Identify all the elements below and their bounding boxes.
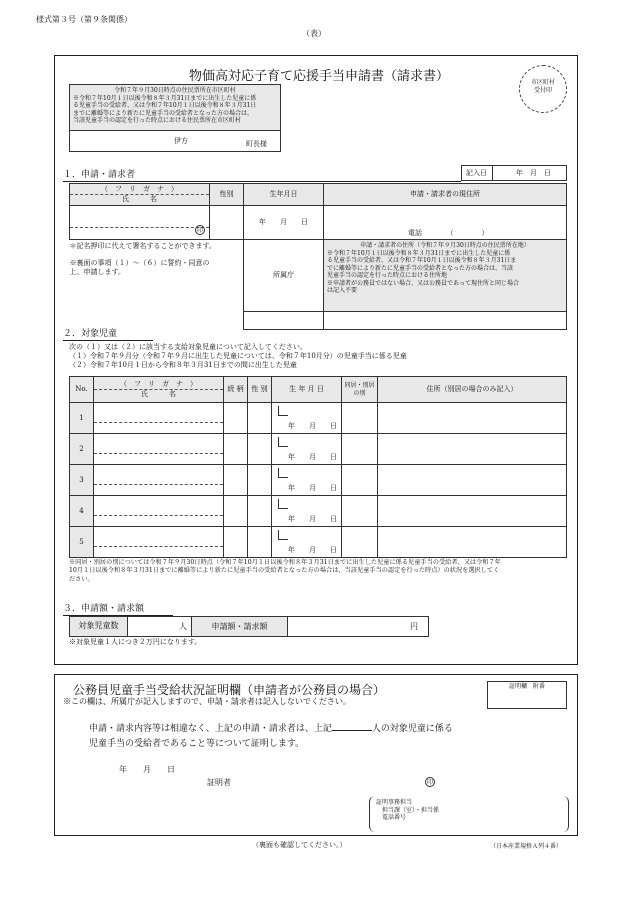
- child-name-field[interactable]: [94, 403, 224, 434]
- resnote-line: る児童手当の受給者、又は令和７年10月１日以後令和８年３月31日ま: [327, 257, 517, 264]
- child-sex-field[interactable]: [248, 465, 272, 496]
- certification-section: [54, 674, 578, 836]
- child-address-header: 住所（別居の場合のみ記入）: [378, 377, 567, 403]
- contact-line: 担当課（室）・担当係: [382, 806, 440, 814]
- child-name-header: 氏 名: [141, 390, 176, 398]
- cohabit-field[interactable]: [342, 403, 378, 434]
- resnote-line: 児童手当の認定を行った時点における住所地: [327, 272, 448, 279]
- amount-table: [69, 616, 429, 637]
- applicant-table: [69, 183, 567, 330]
- addressee-line: 令和７年９月30日時点の住民票所在市区町村: [114, 87, 236, 94]
- amount-unit: 円: [410, 621, 418, 631]
- child-birth-value: 年 月 日: [288, 546, 337, 555]
- relation-field[interactable]: [224, 465, 248, 496]
- row-number: 5: [70, 527, 94, 558]
- footnote-line: 10月１日以後令和８年３月31日までに離婚等により新たに児童手当の受給者となった方の場合は、当該児童手当の認定を行った時点）の状況を選択してく: [69, 567, 500, 575]
- resnote-line: は記入不要: [327, 287, 358, 294]
- signature-note: ＊記名押印に代えて署名することができます。: [69, 242, 216, 250]
- certifier-label: 証明者: [207, 778, 231, 787]
- child-birth-value: 年 月 日: [288, 484, 337, 493]
- amount-field[interactable]: [288, 617, 429, 637]
- cohabit-footnote: [69, 559, 569, 584]
- contact-line: 証明事務担当: [376, 799, 413, 806]
- pledge-note-1: ※裏面の事項（１）〜（６）に誓約・同意の: [69, 258, 210, 267]
- footnote-line: ※同居・別居の別については令和７年９月30日時点（令和７年10月１日以後令和８年３月31日までに出生した児童に係る児童手当の受給者、又は令和７年: [69, 559, 501, 566]
- child-birth-value: 年 月 日: [288, 515, 337, 524]
- cert-body-line2: 児童手当の受給者であること等について証明します。: [89, 739, 305, 749]
- cert-body-line1: [89, 722, 453, 736]
- relation-field[interactable]: [224, 403, 248, 434]
- no-header: No.: [70, 377, 94, 403]
- cohabit-field[interactable]: [342, 434, 378, 465]
- entry-date[interactable]: [461, 165, 567, 181]
- cert-number-field[interactable]: [487, 681, 567, 709]
- child-birth-field[interactable]: [272, 496, 342, 527]
- child-name-field[interactable]: [94, 465, 224, 496]
- child-birth-field[interactable]: [272, 527, 342, 558]
- resnote-line: ※申請者が公務員ではない場合、又は公務員であって現住所と同じ場合: [327, 279, 519, 287]
- section2-intro: [69, 343, 407, 369]
- mayor-suffix: 町長様: [246, 140, 267, 148]
- reception-stamp: [519, 65, 567, 113]
- cohabit-header-1: 同居・別居: [344, 382, 375, 389]
- row-number: 2: [70, 434, 94, 465]
- resnote-line: ※令和７年10月１日以後令和８年３月31日までに出生した児童に係: [327, 249, 511, 257]
- amount-note: ※対象児童１人につき２万円になります。: [69, 638, 202, 646]
- child-sex-field[interactable]: [248, 434, 272, 465]
- cert-child-count-blank[interactable]: [332, 722, 372, 731]
- child-name-field[interactable]: [94, 527, 224, 558]
- sex-field[interactable]: [210, 206, 244, 240]
- child-birth-value: 年 月 日: [288, 453, 337, 462]
- phone-label: 電話 （ ）: [408, 229, 489, 238]
- application-form: [54, 55, 578, 665]
- address-header: 申請・請求者の現住所: [324, 184, 567, 206]
- birth-header: 生年月日: [244, 184, 324, 206]
- cohabit-field[interactable]: [342, 496, 378, 527]
- footnote-line: ださい。: [69, 575, 94, 583]
- resnote-line: 申請・請求者の住所（令和７年９月30日時点の住民票所在地）: [360, 242, 530, 249]
- contact-line: 電話番号: [382, 814, 407, 821]
- child-address-field[interactable]: [378, 496, 567, 527]
- residence-field[interactable]: [324, 312, 567, 330]
- birth-value: 年 月 日: [259, 218, 308, 227]
- table-row: [70, 496, 567, 527]
- child-birth-field[interactable]: [272, 465, 342, 496]
- cert-title: 公務員児童手当受給状況証明欄（申請者が公務員の場合）: [73, 683, 386, 697]
- table-row: [70, 465, 567, 496]
- certifier-seal-mark: 印: [426, 779, 433, 786]
- addressee-line: ※令和７年10月１日以後令和８年３月31日までに出生した児童に係: [73, 94, 257, 102]
- child-sex-field[interactable]: [248, 403, 272, 434]
- child-address-field[interactable]: [378, 465, 567, 496]
- count-unit: 人: [179, 621, 187, 631]
- relation-field[interactable]: [224, 496, 248, 527]
- children-table: [69, 376, 567, 558]
- form-number: 様式第３号（第９条関係）: [36, 15, 132, 24]
- applicant-furigana-header: （ フ リ ガ ナ ）: [70, 185, 209, 195]
- section3-title: ３．申請額・請求額: [63, 601, 173, 616]
- stamp-line2: 受付印: [533, 86, 552, 94]
- office-label: 所属庁: [244, 240, 324, 312]
- child-address-field[interactable]: [378, 434, 567, 465]
- child-count-field[interactable]: [128, 617, 192, 637]
- section2-title: ２．対象児童: [63, 326, 153, 341]
- cert-note: ※この欄は、所属庁が記入しますので、申請・請求者は記入しないでください。: [63, 697, 351, 706]
- cert-body-1a: 申請・請求内容等は相違なく、上記の申請・請求者は、上記: [89, 724, 332, 734]
- office-field[interactable]: [244, 312, 324, 330]
- relation-field[interactable]: [224, 527, 248, 558]
- addressee-line: 当該児童手当の認定を行った時点における住民票所在市区町村: [73, 117, 242, 124]
- row-number: 4: [70, 496, 94, 527]
- child-sex-header: 性 別: [248, 377, 272, 403]
- cohabit-field[interactable]: [342, 465, 378, 496]
- entry-date-value: 年 月 日: [516, 169, 551, 177]
- cohabit-header-2: の別: [353, 389, 366, 397]
- stamp-line1: 市区町村: [530, 79, 555, 86]
- cert-contact-box: [369, 796, 569, 832]
- cert-body-1b: 人の対象児童に係る: [371, 724, 453, 734]
- applicant-name-field[interactable]: [70, 206, 210, 240]
- child-address-field[interactable]: [378, 527, 567, 558]
- seal-mark: 印: [196, 227, 203, 234]
- paper-size-note: （日本産業規格Ａ列４番）: [490, 843, 563, 850]
- relation-field[interactable]: [224, 434, 248, 465]
- intro-line: （２）令和７年10月１日から令和８年３月31日までの間に出生した児童: [69, 360, 297, 369]
- child-name-field[interactable]: [94, 434, 224, 465]
- cert-number-label: 証明欄 附番: [508, 683, 545, 690]
- child-furigana-header: （ フ リ ガ ナ ）: [94, 380, 223, 390]
- table-row: [70, 403, 567, 434]
- child-address-field[interactable]: [378, 403, 567, 434]
- pledge-note-2: 上、申請します。: [69, 267, 125, 276]
- amount-label: 申請額・請求額: [192, 617, 288, 637]
- residence-note: [324, 240, 567, 312]
- addressee-line: までに離婚等により新たに児童手当の受給者となった方の場合は、: [73, 109, 254, 117]
- child-birth-value: 年 月 日: [288, 422, 337, 431]
- child-count-label: 対象児童数: [70, 617, 128, 637]
- footer-note: （裏面も確認してください。）: [252, 841, 347, 849]
- addressee-box: [69, 84, 281, 152]
- sex-header: 性別: [210, 184, 244, 206]
- child-birth-field[interactable]: [272, 434, 342, 465]
- section1-title: １．申請・請求者: [63, 167, 461, 182]
- child-sex-field[interactable]: [248, 527, 272, 558]
- table-row: [70, 527, 567, 558]
- address-field[interactable]: [324, 206, 567, 240]
- town-name: 伊方: [174, 137, 188, 145]
- cert-date[interactable]: 年 月 日: [119, 765, 175, 774]
- intro-line: （１）令和７年９月分（令和７年９月に出生した児童については、令和７年10月分）の児童手当に係る児童: [69, 351, 407, 360]
- entry-date-label: 記入日: [466, 169, 487, 177]
- child-sex-field[interactable]: [248, 496, 272, 527]
- resnote-line: でに離婚等により新たに児童手当の受給者となった方の場合は、当該: [327, 264, 514, 272]
- row-number: 1: [70, 403, 94, 434]
- relation-header: 続 柄: [224, 377, 248, 403]
- child-birth-field[interactable]: [272, 403, 342, 434]
- birth-field[interactable]: [244, 206, 324, 240]
- form-title: 物価高対応子育て応援手当申請書（請求書）: [189, 69, 450, 84]
- row-number: 3: [70, 465, 94, 496]
- applicant-name-header: 氏 名: [122, 195, 157, 203]
- cohabit-field[interactable]: [342, 527, 378, 558]
- child-birth-header: 生 年 月 日: [272, 377, 342, 403]
- intro-line: 次の（１）又は（２）に該当する支給対象児童について記入してください。: [69, 343, 307, 351]
- table-row: [70, 434, 567, 465]
- side-label: （表）: [302, 29, 326, 38]
- addressee-line: る児童手当の受給者、又は令和７年10月１日以後令和８年３月31日: [73, 102, 257, 109]
- child-name-field[interactable]: [94, 496, 224, 527]
